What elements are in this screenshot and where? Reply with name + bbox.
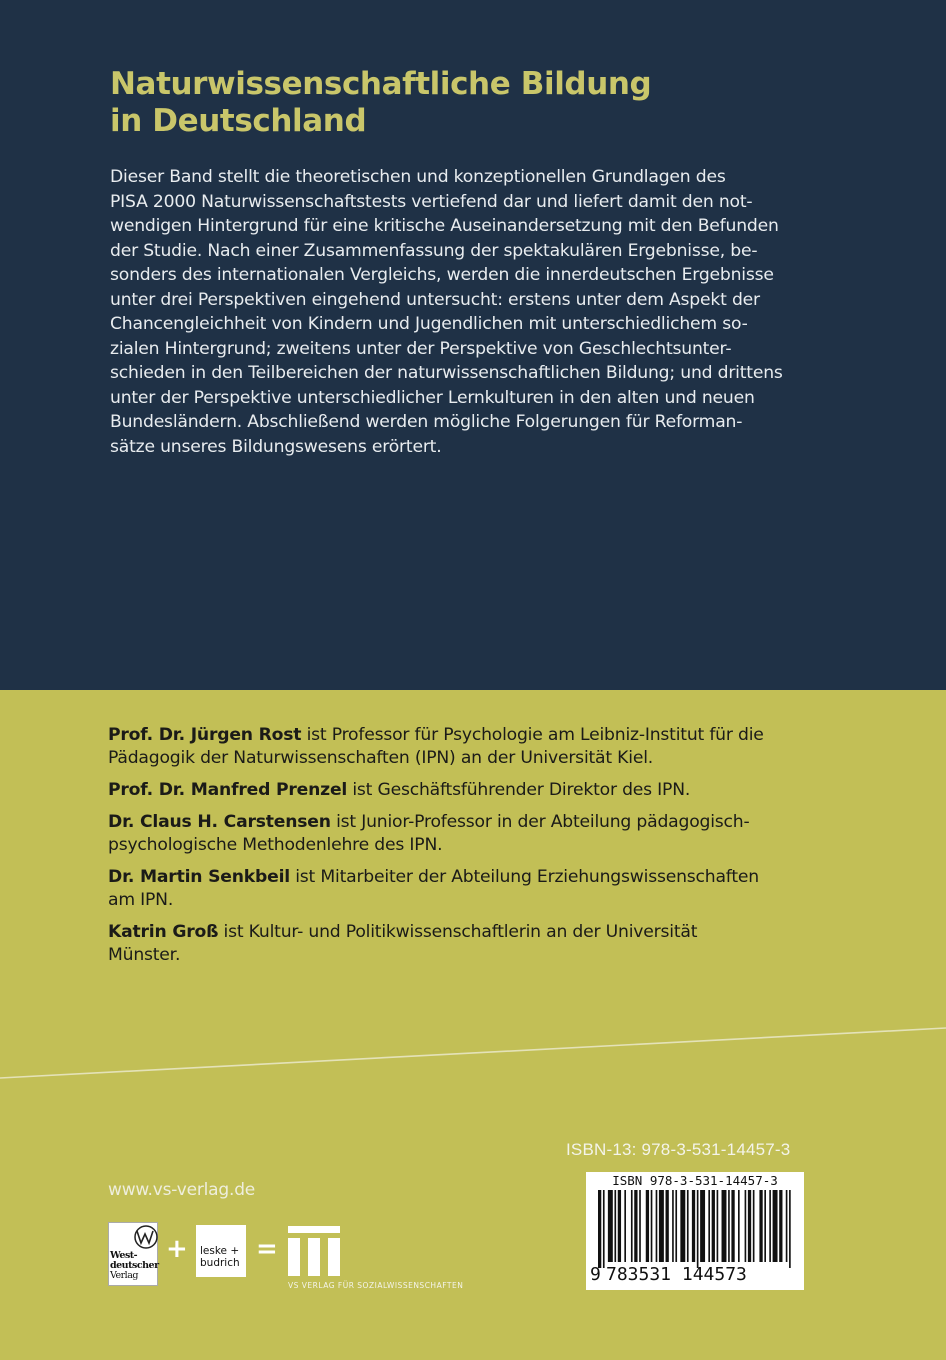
author-entry	[108, 724, 838, 770]
author-line	[108, 811, 838, 834]
barcode-isbn-text: ISBN 978-3-531-14457-3	[612, 1173, 778, 1188]
logo-text-line: leske +	[200, 1245, 240, 1257]
barcode-bar	[717, 1190, 719, 1262]
vs-verlag-caption: VS VERLAG FÜR SOZIALWISSENSCHAFTEN	[288, 1281, 464, 1290]
blurb-paragraph	[110, 165, 830, 459]
blurb-line: zialen Hintergrund; zweitens unter der Perspektive von Geschlechtsunter-	[110, 338, 732, 359]
westdeutscher-text	[110, 1251, 158, 1281]
blurb-line: schieden in den Teilbereichen der naturwissenschaftlichen Bildung; und drittens	[110, 363, 783, 383]
barcode-bar	[753, 1190, 755, 1262]
logo-text-line: budrich	[200, 1257, 240, 1269]
barcode-bar	[614, 1190, 616, 1262]
barcode-bar	[634, 1190, 637, 1262]
barcode-bar	[692, 1190, 695, 1262]
author-entry	[108, 811, 838, 857]
book-title	[110, 66, 730, 140]
barcode-bar	[672, 1190, 674, 1262]
westdeutscher-emblem-icon	[109, 1223, 159, 1251]
barcode-bar	[639, 1190, 641, 1262]
barcode-bar	[646, 1190, 649, 1262]
barcode-bar	[680, 1190, 685, 1262]
blurb-line: sätze unseres Bildungswesens erörtert.	[110, 436, 442, 457]
author-description: ist Professor für Psychologie am Leibniz-Institut für die	[301, 725, 764, 745]
author-name: Prof. Dr. Manfred Prenzel	[108, 780, 348, 800]
barcode-bar	[712, 1190, 715, 1262]
blurb-line: Dieser Band stellt die theoretischen und konzeptionellen Grundlagen des	[110, 167, 726, 187]
blurb-line: sonders des internationalen Vergleichs, werden die innerdeutschen Ergebnisse	[110, 265, 774, 285]
barcode-bar	[697, 1190, 699, 1268]
barcode-bar	[675, 1190, 677, 1262]
leske-budrich-text	[200, 1245, 240, 1269]
barcode-bar	[764, 1190, 766, 1262]
leske-budrich-logo	[196, 1225, 246, 1277]
barcode-bar	[603, 1190, 605, 1268]
barcode-bar	[608, 1190, 613, 1262]
barcode-bar	[666, 1190, 669, 1262]
author-description: ist Kultur- und Politikwissenschaftlerin an der Universität	[218, 922, 698, 942]
blurb-line: unter der Perspektive unterschiedlicher Lernkulturen in den alten und neuen	[110, 387, 755, 408]
barcode-bar	[731, 1190, 734, 1262]
title-line: in Deutschland	[110, 103, 367, 139]
author-entry	[108, 866, 838, 912]
author-description: ist Geschäftsführender Direktor des IPN.	[347, 780, 691, 800]
author-line	[108, 779, 838, 802]
vs-verlag-logo-icon	[288, 1226, 340, 1276]
barcode-digits	[590, 1264, 802, 1285]
barcode-bar	[651, 1190, 653, 1262]
barcode-bar	[618, 1190, 621, 1262]
author-entry	[108, 779, 838, 802]
barcode-bar	[659, 1190, 664, 1262]
author-line	[108, 724, 838, 747]
author-list	[108, 724, 838, 976]
barcode-bar	[722, 1190, 727, 1262]
author-name: Katrin Groß	[108, 922, 219, 942]
author-line	[108, 866, 838, 889]
title-line: Naturwissenschaftliche Bildung	[110, 66, 652, 102]
barcode-first-digit: 9	[590, 1264, 601, 1285]
barcode-bar	[748, 1190, 751, 1262]
author-description: ist Mitarbeiter der Abteilung Erziehungswissenschaften	[289, 867, 759, 887]
author-entry	[108, 921, 838, 967]
blurb-line: Chancengleichheit von Kindern und Jugendlichen mit unterschiedlichem so-	[110, 314, 748, 334]
logo-text-line: deutscher	[110, 1260, 159, 1271]
barcode-bar	[598, 1190, 601, 1268]
equals-sign: =	[256, 1234, 278, 1264]
barcode-bar	[745, 1190, 747, 1262]
author-description: psychologische Methodenlehre des IPN.	[108, 835, 443, 855]
barcode-bar	[738, 1190, 740, 1262]
blurb-line: der Studie. Nach einer Zusammenfassung der spektakulären Ergebnisse, be-	[110, 240, 758, 261]
barcode-bar	[759, 1190, 762, 1262]
publisher-website: www.vs-verlag.de	[108, 1180, 256, 1200]
barcode-bar	[773, 1190, 778, 1262]
barcode-bar	[624, 1190, 626, 1262]
barcode-bar	[656, 1190, 658, 1262]
logo-text-line: West-	[110, 1250, 138, 1261]
barcode-bar	[728, 1190, 730, 1262]
author-description: Münster.	[108, 945, 181, 965]
barcode-bar	[687, 1190, 689, 1262]
barcode-bar	[769, 1190, 771, 1262]
isbn-label: ISBN-13: 978-3-531-14457-3	[566, 1140, 791, 1159]
blurb-line: Bundesländern. Abschließend werden mögliche Folgerungen für Reforman-	[110, 412, 743, 432]
plus-sign: +	[166, 1234, 188, 1264]
barcode	[586, 1172, 804, 1290]
logo-text-line: Verlag	[110, 1270, 138, 1281]
barcode-bar	[789, 1190, 791, 1268]
barcode-digit-groups: 783531 144573	[606, 1264, 747, 1285]
author-description: ist Junior-Professor in der Abteilung pädagogisch-	[330, 812, 750, 832]
author-name: Prof. Dr. Jürgen Rost	[108, 725, 302, 745]
author-description: am IPN.	[108, 890, 174, 910]
author-description: Pädagogik der Naturwissenschaften (IPN) an der Universität Kiel.	[108, 748, 654, 768]
barcode-bar	[708, 1190, 710, 1262]
barcode-bar	[779, 1190, 782, 1262]
westdeutscher-verlag-logo	[108, 1222, 158, 1286]
author-line	[108, 921, 838, 944]
author-name: Dr. Claus H. Carstensen	[108, 812, 331, 832]
blurb-line: PISA 2000 Naturwissenschaftstests vertiefend dar und liefert damit den not-	[110, 191, 753, 212]
barcode-bar	[700, 1190, 705, 1262]
blurb-line: unter drei Perspektiven eingehend untersucht: erstens unter dem Aspekt der	[110, 289, 760, 310]
barcode-bar	[631, 1190, 633, 1262]
barcode-bars	[598, 1190, 794, 1268]
author-name: Dr. Martin Senkbeil	[108, 867, 290, 887]
blurb-line: wendigen Hintergrund für eine kritische Auseinandersetzung mit den Befunden	[110, 216, 779, 236]
barcode-bar	[786, 1190, 788, 1262]
divider-line	[0, 1020, 946, 1140]
